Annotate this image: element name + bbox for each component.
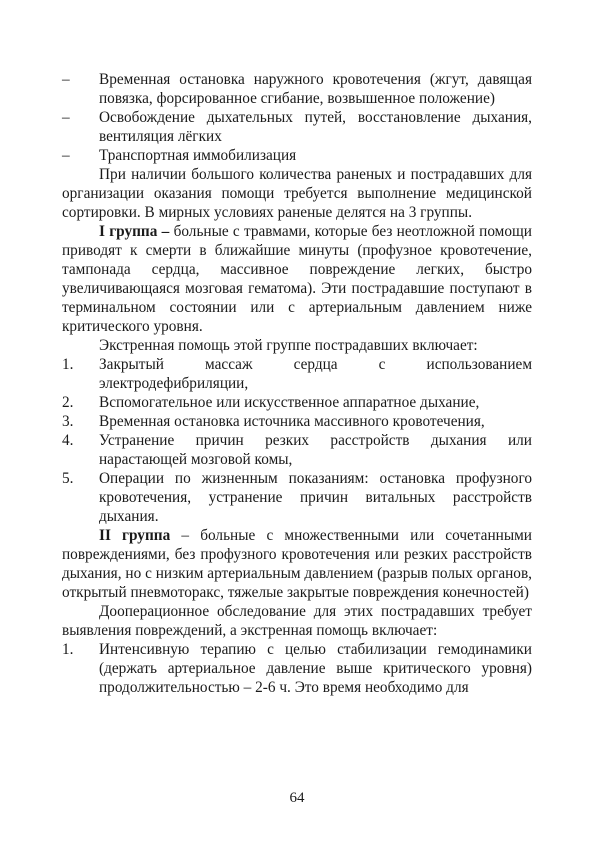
list-item — [62, 431, 532, 469]
paragraph-emergency-help: Экстренная помощь этой группе пострадавших включает: — [99, 337, 478, 354]
list-item — [62, 70, 532, 108]
list-marker: 1. — [62, 356, 74, 373]
list-marker: 5. — [62, 470, 74, 487]
paragraph-preop-exam: Дооперационное обследование для этих пострадавших требует выявления повреждений, а экстренная помощь включает: — [62, 603, 532, 639]
list-item — [62, 640, 532, 697]
list-item-text: Вспомогательное или искусственное аппаратное дыхание, — [99, 394, 480, 411]
list-item-text: Устранение причин резких расстройств дыхания или нарастающей мозговой комы, — [99, 432, 532, 468]
list-item-text: Закрытый массаж сердца с использованием электродефибриляции, — [99, 356, 532, 392]
group-2-text: – больные с множественными или сочетанными повреждениями, без профузного кровотечения или резких расстройств дыхания, но с низким артериальным давлением (разрыв полых органов, открытый пневмоторакс, тяжелые закрытые повреждения конечностей) — [62, 527, 532, 601]
list-item-text: Освобождение дыхательных путей, восстановление дыхания, вентиляция лёгких — [99, 109, 532, 145]
list-item — [62, 146, 532, 165]
list-item-text: Операции по жизненным показаниям: остановка профузного кровотечения, устранение причин витальных расстройств дыхания. — [99, 470, 532, 525]
list-marker: – — [62, 109, 70, 126]
list-marker: 3. — [62, 413, 74, 430]
paragraph-group-2 — [62, 526, 532, 602]
page-body — [62, 70, 532, 697]
list-item-text: Транспортная иммобилизация — [99, 147, 297, 164]
group-2-heading: II группа — [99, 527, 171, 544]
list-item-text: Временная остановка источника массивного кровотечения, — [99, 413, 485, 430]
list-item — [62, 469, 532, 526]
paragraph-group-1 — [62, 222, 532, 336]
paragraph-triage: При наличии большого количества раненых и пострадавших для организации оказания помощи требуется выполнение медицинской сортировки. В мирных условиях раненые делятся на 3 группы. — [62, 166, 532, 221]
list-item — [62, 393, 532, 412]
list-marker: – — [62, 147, 70, 164]
group-1-heading: I группа – — [99, 223, 170, 240]
list-item-text: Временная остановка наружного кровотечения (жгут, давящая повязка, форсированное сгибание, возвышенное положение) — [99, 71, 532, 107]
list-item — [62, 355, 532, 393]
list-item — [62, 412, 532, 431]
list-marker: – — [62, 71, 70, 88]
list-marker: 1. — [62, 641, 74, 658]
list-marker: 2. — [62, 394, 74, 411]
page-number: 64 — [289, 790, 305, 806]
list-item-text: Интенсивную терапию с целью стабилизации гемодинамики (держать артериальное давление выше критического уровня) продолжительностью – 2-6 ч. Это время необходимо для — [99, 641, 532, 696]
list-item — [62, 108, 532, 146]
list-marker: 4. — [62, 432, 74, 449]
group-1-text: больные с травмами, которые без неотложной помощи приводят к смерти в ближайшие минуты (профузное кровотечение, тампонада сердца, массивное повреждение легких, быстро увеличивающаяся мозговая гематома). Эти пострадавшие поступают в терминальном состоянии или с артериальным давлением ниже критического уровня. — [62, 223, 532, 335]
